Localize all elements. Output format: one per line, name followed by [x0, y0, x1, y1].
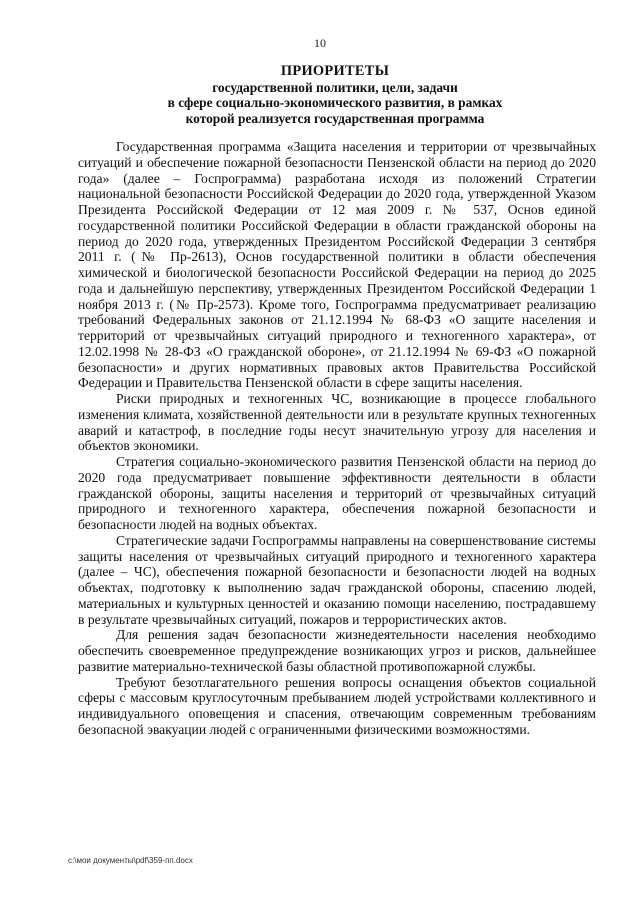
paragraph-strategy: Стратегия социально-экономического развития Пензенской области на период до 2020 года предусматривает повышение эффективности деятельности в области гражданской обороны, защиты населения и территорий от чрезвычайных ситуаций природного и техногенного характера, обеспечения пожарной безопасности и безопасности людей на водных объектах.	[78, 454, 596, 532]
heading-line-3: которой реализуется государственная программа	[185, 110, 485, 126]
paragraph-risks: Риски природных и техногенных ЧС, возникающие в процессе глобального изменения климата, хозяйственной деятельности или в результате крупных техногенных аварий и катастроф, в последние годы несут значительную угрозу для населения и объектов экономики.	[78, 391, 596, 454]
page-number: 10	[314, 36, 326, 50]
body-text	[78, 139, 596, 738]
heading-line-2: в сфере социально-экономического развития, в рамках	[167, 95, 503, 111]
paragraph-equipment: Требуют безотлагательного решения вопросы оснащения объектов социальной сферы с массовым круглосуточным пребыванием людей устройствами коллективного и индивидуального оповещения и спасения, отвечающим современным требованиям безопасной эвакуации людей с ограниченными физическими возможностями.	[78, 674, 596, 737]
paragraph-legal-basis: Государственная программа «Защита населения и территории от чрезвычайных ситуаций и обеспечение пожарной безопасности Пензенской области на период до 2020 года» (далее – Госпрограмма) разработана исходя из положений Стратегии национальной безопасности Российской Федерации до 2020 года, утвержденной Указом Президента Российской Федерации от 12 мая 2009 г. № 537, Основ единой государственной политики Российской Федерации в области гражданской обороны на период до 2020 года, утвержденных Президентом Российской Федерации 3 сентября 2011 г. (№ Пр-2613), Основ государственной политики в области обеспечения химической и биологической безопасности Российской Федерации на период до 2025 года и дальнейшую перспективу, утвержденных Президентом Российской Федерации 1 ноября 2013 г. (№ Пр-2573). Кроме того, Госпрограмма предусматривает реализацию требований Федеральных законов от 21.12.1994 № 68-ФЗ «О защите населения и территорий от чрезвычайных ситуаций природного и техногенного характера», от 12.02.1998 № 28-ФЗ «О гражданской обороне», от 21.12.1994 № 69-ФЗ «О пожарной безопасности» и других нормативных правовых актов Правительства Российской Федерации и Правительства Пензенской области в сфере защиты населения.	[78, 139, 596, 391]
paragraph-strategic-tasks: Стратегические задачи Госпрограммы направлены на совершенствование системы защиты населения от чрезвычайных ситуаций природного и техногенного характера (далее – ЧС), обеспечения пожарной безопасности и безопасности людей на водных объектах, подготовку к выполнению задач гражданской обороны, спасению людей, материальных и культурных ценностей и оказанию помощи населению, пострадавшему в результате чрезвычайных ситуаций, пожаров и террористических актов.	[78, 532, 596, 627]
heading-title: ПРИОРИТЕТЫ	[280, 63, 390, 79]
section-heading	[90, 64, 580, 126]
heading-line-1: государственной политики, цели, задачи	[212, 79, 458, 95]
file-path-footer: c:\мои документы\pdf\359-пп.docx	[68, 856, 193, 865]
paragraph-safety-tasks: Для решения задач безопасности жизнедеятельности населения необходимо обеспечить своевременное предупреждение возникающих угроз и рисков, дальнейшее развитие материально-технической базы областной противопожарной службы.	[78, 627, 596, 674]
